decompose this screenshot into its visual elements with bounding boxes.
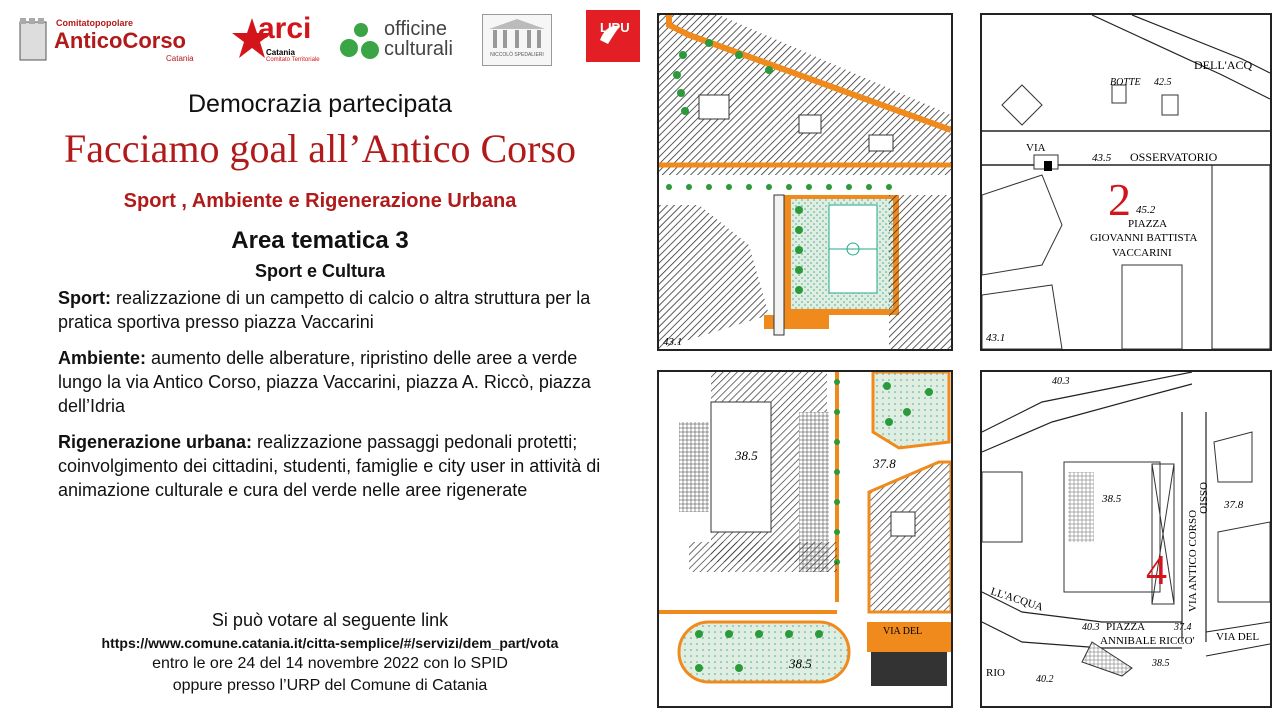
footer-line1: Si può votare al seguente link — [211, 610, 449, 630]
liceo-logo — [482, 14, 552, 66]
map-label: 40.3 — [1052, 376, 1070, 387]
map-piazza-vaccarini — [980, 13, 1272, 351]
map-label: 40.2 — [1036, 674, 1054, 685]
footer — [0, 610, 660, 695]
map-label: GIOVANNI BATTISTA — [1090, 232, 1198, 244]
map-label: 43.5 — [1092, 152, 1112, 164]
officine-line1: officine — [384, 18, 448, 40]
map-label: VIA — [1026, 142, 1046, 154]
paragraph-ambiente — [58, 346, 618, 418]
map-label: ANNIBALE RICCO' — [1100, 635, 1195, 647]
comitato-line3: Catania — [166, 54, 194, 63]
map-label: PIAZZA — [1106, 621, 1146, 633]
map-label: VIA DEL — [883, 626, 923, 637]
map-label: OSSERVATORIO — [1130, 150, 1218, 164]
map-label: 37.8 — [873, 456, 896, 471]
content-panel — [0, 82, 640, 502]
map-label: 38.5 — [789, 656, 812, 671]
comitato-line2: AnticoCorso — [54, 28, 186, 53]
lipu-logo — [586, 10, 640, 62]
logo-bar — [14, 8, 644, 70]
footer-line3: entro le ore 24 del 14 novembre 2022 con lo SPID — [152, 655, 508, 672]
map-label: 45.2 — [1136, 204, 1156, 216]
building-icon — [483, 15, 551, 51]
map-area-number: 4 — [1146, 548, 1167, 594]
footer-line4: oppure presso l’URP del Comune di Catania — [172, 677, 488, 694]
officine-line2: culturali — [384, 38, 453, 60]
paragraph-text: aumento delle alberature, ripristino delle aree a verde lungo la via Antico Corso, piazza Vaccarini, piazza A. Riccò, piazza dell’Idria — [58, 348, 591, 416]
map-label: DELL'ACQ — [1194, 58, 1253, 72]
comitato-line1: Comitatopopolare — [56, 18, 134, 28]
area-subtitle: Sport e Cultura — [254, 261, 385, 281]
map-road-label: OSSIO — [1197, 482, 1209, 514]
paragraph-rigenerazione — [58, 430, 618, 502]
liceo-text: NICCOLÒ SPEDALIERI — [490, 52, 544, 58]
map-label: 37.8 — [1224, 499, 1244, 511]
page-subtitle: Sport , Ambiente e Rigenerazione Urbana — [123, 190, 517, 212]
map-road-label: VIA ANTICO CORSO — [1187, 509, 1199, 612]
map-label: 38.5 — [1102, 493, 1122, 505]
paragraph-label: Ambiente: — [58, 348, 147, 368]
arci-logo — [232, 12, 332, 68]
arci-line2: Comitato Territoriale — [266, 57, 320, 63]
paragraph-label: Rigenerazione urbana: — [58, 432, 253, 452]
arci-name: arci — [258, 12, 312, 45]
kicker: Democrazia partecipata — [187, 90, 452, 118]
map-label: 42.5 — [1154, 77, 1172, 88]
map-label: PIAZZA — [1128, 218, 1168, 230]
map-label: 38.5 — [1152, 658, 1170, 669]
map-label: 38.5 — [735, 448, 758, 463]
area-title: Area tematica 3 — [231, 227, 409, 254]
officine-logo — [340, 18, 470, 66]
map-label: 43.1 — [986, 332, 1006, 344]
map-label: LL'ACQUA — [989, 585, 1045, 614]
map-label: VACCARINI — [1112, 247, 1172, 259]
map-label: RIO — [986, 667, 1005, 679]
paragraph-text: realizzazione di un campetto di calcio o altra struttura per la pratica sportiva presso piazza Vaccarini — [58, 288, 591, 332]
paragraph-sport — [58, 286, 618, 334]
map-label: BOTTE — [1110, 77, 1141, 88]
dots-icon — [340, 18, 382, 62]
arci-line1: Catania — [266, 48, 295, 57]
vote-link[interactable]: https://www.comune.catania.it/citta-semplice/#/servizi/dem_part/vota — [101, 635, 559, 651]
map-via-antico-corso-detail — [657, 370, 953, 708]
map-piazza-vaccarini-detail — [657, 13, 953, 351]
map-label: VIA DEL — [1216, 631, 1260, 643]
page-title: Facciamo goal all’Antico Corso — [63, 126, 577, 171]
comitato-logo — [18, 16, 203, 66]
bird-icon — [586, 10, 640, 62]
map-label: 40.3 — [1082, 622, 1100, 633]
lipu-name: LIPU — [600, 20, 630, 35]
map-area-number: 2 — [1108, 174, 1131, 225]
map-label: 37.4 — [1174, 622, 1192, 633]
paragraph-text: realizzazione passaggi pedonali protetti; coinvolgimento dei cittadini, studenti, famiglie e city user in attività di animazione culturale e cura del verde nelle aree rigenerate — [58, 432, 601, 500]
map-piazza-ricco — [980, 370, 1272, 708]
paragraph-label: Sport: — [58, 288, 111, 308]
map-label: 43.1 — [663, 336, 683, 348]
